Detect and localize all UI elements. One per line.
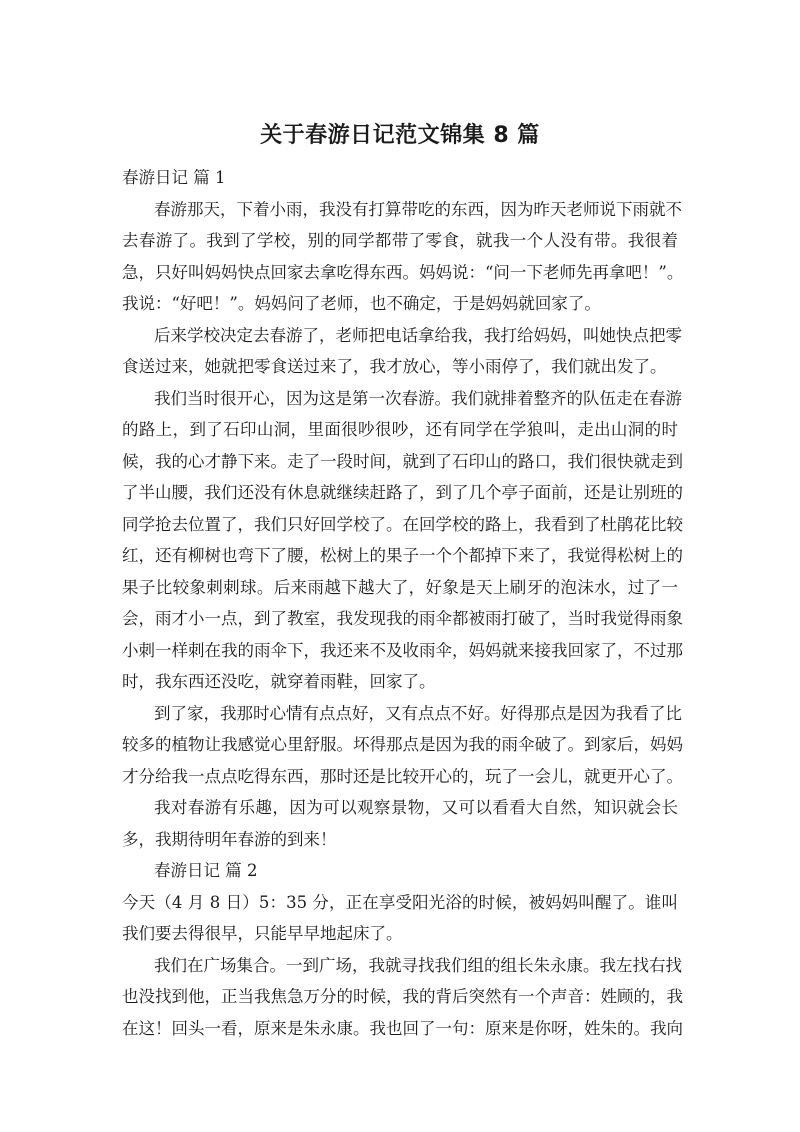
paragraph [122,887,678,950]
text-line: 我们要去得很早，只能早早地起床了。 [122,924,403,943]
text-line: 了半山腰，我们还没有休息就继续赶路了，到了几个亭子面前，还是让别班的 [122,483,683,502]
text-line: 我们在广场集合。一到广场，我就寻找我们组的组长朱永康。我左找右找 [154,955,682,975]
text-line: 我对春游有乐趣，因为可以观察景物，又可以看看大自然，知识就会长 [154,798,678,817]
text-line: 春游那天，下着小雨，我没有打算带吃的东西，因为昨天老师说下雨就不 [154,199,682,219]
text-line: 红，还有柳树也弯下了腰，松树上的果子一个个都掉下来了，我觉得松树上的 [122,546,683,565]
paragraph [122,792,678,855]
text-line: 果子比较象刺刺球。后来雨越下越大了，好象是天上刷牙的泡沫水，过了一 [122,577,678,597]
paragraph [122,383,683,698]
text-line: 在这！回头一看，原来是朱永康。我也回了一句：原来是你呀，姓朱的。我向 [122,1018,683,1038]
text-line: 同学抢去位置了，我们只好回学校了。在回学校的路上，我看到了杜鹃花比较 [122,514,683,534]
text-line: 急，只好叫妈妈快点回家去拿吃得东西。妈妈说：“问一下老师先再拿吧！”。 [122,262,684,282]
text-line: 后来学校决定去春游了，老师把电话拿给我，我打给妈妈，叫她快点把零 [154,325,682,345]
text-line: 去春游了。我到了学校，别的同学都带了零食，就我一个人没有带。我很着 [122,231,678,250]
text-line: 我说：“好吧！”。妈妈问了老师，也不确定，于是妈妈就回家了。 [122,294,601,313]
text-line: 到了家，我那时心情有点点好，又有点点不好。好得那点是因为我看了比 [154,703,682,723]
text-line: 我们当时很开心，因为这是第一次春游。我们就排着整齐的队伍走在春游 [154,388,682,408]
document-title: 关于春游日记范文锦集 8 篇 [260,123,540,148]
paragraph [122,194,684,320]
text-line: 候，我的心才静下来。走了一段时间，就到了石印山的路口，我们很快就走到 [122,451,683,471]
text-line: 多，我期待明年春游的到来！ [122,829,337,849]
section-heading-2: 春游日记 篇 2 [154,861,258,880]
text-line: 也没找到他，正当我焦急万分的时候，我的背后突然有一个声音：姓顾的，我 [122,987,683,1006]
text-line: 小刺一样刺在我的雨伞下，我还来不及收雨伞，妈妈就来接我回家了，不过那 [122,640,683,660]
text-line: 食送过来，她就把零食送过来了，我才放心，等小雨停了，我们就出发了。 [122,357,667,376]
text-line: 会，雨才小一点，到了教室，我发现我的雨伞都被雨打破了，当时我觉得雨象 [122,609,683,628]
text-line: 今天（4 月 8 日）5：35 分，正在享受阳光浴的时候，被妈妈叫醒了。谁叫 [122,892,678,912]
text-line: 的路上，到了石印山洞，里面很吵很吵，还有同学在学狼叫，走出山洞的时 [122,420,678,439]
text-line: 才分给我一点点吃得东西，那时还是比较开心的，玩了一会儿，就更开心了。 [122,766,683,786]
text-line: 时，我东西还没吃，就穿着雨鞋，回家了。 [122,672,436,691]
document-body [122,162,684,1044]
section-heading-1: 春游日记 篇 1 [122,168,226,187]
paragraph [122,950,683,1045]
paragraph [122,320,682,383]
paragraph [122,698,683,793]
text-line: 较多的植物让我感觉心里舒服。坏得那点是因为我的雨伞破了。到家后，妈妈 [122,735,683,754]
